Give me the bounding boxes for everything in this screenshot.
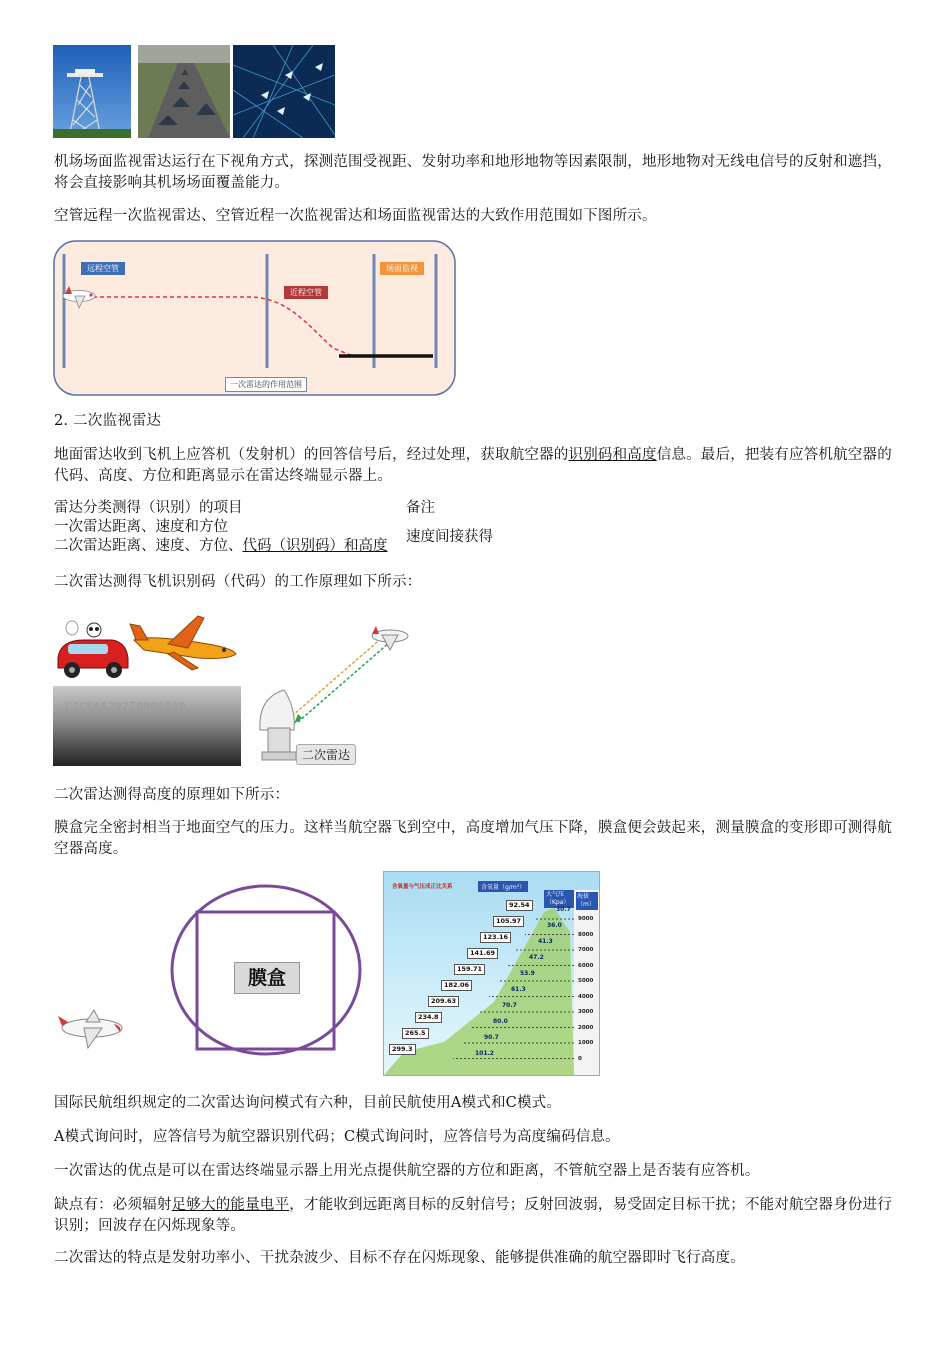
interrogation-diagram [254,618,414,768]
oxygen-value: 123.16 [480,932,511,943]
small-airplane-image [58,1006,124,1052]
cartoon-plane-image [128,612,240,672]
altitude-value: 2000 [578,1024,594,1031]
radar-range-diagram [53,240,456,396]
underlined-energy-level: 足够大的能量电平 [171,1197,290,1213]
capsule-diagram [170,884,364,1056]
altitude-value: 3000 [578,1009,594,1015]
chart-col-oxygen: 含氧量（g/m³） [478,881,528,892]
oxygen-value: 159.71 [454,964,485,975]
label-far-range: 远程空管 [81,262,125,275]
altitude-value: 4000 [578,993,594,1000]
pressure-value: 90.7 [484,1034,499,1041]
paragraph-capsule: 膜盒完全密封相当于地面空气的压力。这样当航空器飞到空中，高度增加气压下降，膜盒便会鼓起来，测量膜盒的变形即可测得航空器高度。 [54,820,892,857]
pressure-value: 53.9 [520,970,535,977]
paragraph-altitude-principle: 二次雷达测得高度的原理如下所示： [54,787,290,803]
paragraph-disadvantages: 缺点有：必须辐射足够大的能量电平，才能收到远距离目标的反射信号；反射回波弱，易受固定目标干扰；不能对航空器身份进行识别；回波存在闪烁现象等。 [54,1197,892,1234]
pressure-value: 41.3 [538,938,553,945]
pressure-value: 80.0 [493,1018,508,1025]
altitude-value: 8000 [578,931,594,938]
underlined-id-altitude: 识别码和高度 [568,447,657,463]
oxygen-value: 92.54 [506,900,533,911]
paragraph-secondary-features: 二次雷达的特点是发射功率小、干扰杂波少、目标不存在闪烁现象、能够提供准确的航空器即时飞行高度。 [54,1250,745,1266]
chart-col-pressure: 大气压（Kpa） [544,890,574,908]
oxygen-pressure-chart [383,871,600,1076]
oxygen-value: 105.97 [493,916,524,927]
altitude-value: 9000 [578,916,594,922]
pressure-value: 47.2 [529,954,544,961]
table-row-secondary: 二次雷达距离、速度、方位、代码（识别码）和高度 [54,538,388,554]
oxygen-value: 182.06 [441,980,472,991]
label-surface-range: 场面监视 [380,262,424,275]
radar-tower-photo [53,45,131,138]
altitude-value: 0 [578,1055,582,1062]
table-row-primary: 一次雷达距离、速度和方位 [54,519,228,535]
pressure-value: 70.7 [502,1002,517,1009]
pressure-value: 101.2 [475,1050,494,1057]
oxygen-value: 141.69 [467,948,498,959]
paragraph-surface-radar: 机场场面监视雷达运行在下视角方式，探测范围受视距、发射功率和地形地物等因素限制，地形地物对无线电信号的反射和遮挡，将会直接影响其机场场面覆盖能力。 [54,154,892,191]
label-near-range: 近程空管 [284,286,328,299]
pressure-value: 36.0 [547,922,562,929]
cartoon-car-image [54,618,130,680]
paragraph-code-principle: 二次雷达测得飞机识别码（代码）的工作原理如下所示： [54,574,422,590]
paragraph-primary-advantage: 一次雷达的优点是可以在雷达终端显示器上用光点提供航空器的方位和距离，不管航空器上是否装有应答机。 [54,1163,760,1179]
table-header-note: 备注 [406,500,435,516]
paragraph-range-intro: 空管远程一次监视雷达、空管近程一次监视雷达和场面监视雷达的大致作用范围如下图所示。 [54,208,657,224]
oxygen-value: 299.3 [389,1044,416,1055]
radar-display-photo [233,45,335,138]
oxygen-value: 234.8 [415,1012,442,1023]
oxygen-value: 265.5 [402,1028,429,1039]
paragraph-secondary-radar: 地面雷达收到飞机上应答机（发射机）的回答信号后，经过处理，获取航空器的识别码和高度信息。最后，把装有应答机航空器的代码、高度、方位和距离显示在雷达终端显示器上。 [54,447,892,484]
pressure-value: 61.3 [511,986,526,993]
oxygen-value: 209.63 [428,996,459,1007]
vin-plate-image [53,686,241,766]
chart-col-altitude: 海拔（m） [576,892,598,910]
altitude-value: 1000 [578,1040,594,1046]
altitude-value: 6000 [578,962,594,969]
capsule-label: 膜盒 [234,962,300,994]
pressure-value: 30.7 [556,906,571,913]
vin-plate-text: LJCEAA29270006850 [65,700,187,713]
section-heading: 2. 二次监视雷达 [54,413,162,429]
altitude-value: 7000 [578,947,594,953]
paragraph-icao-modes: 国际民航组织规定的二次雷达询问模式有六种，目前民航使用A模式和C模式。 [54,1095,562,1111]
runway-aircraft-photo [138,45,230,138]
table-header-item: 雷达分类测得（识别）的项目 [54,500,243,516]
table-note-speed: 速度间接获得 [406,529,493,545]
paragraph-mode-a-c: A模式询问时，应答信号为航空器识别代码；C模式询问时，应答信号为高度编码信息。 [54,1129,620,1145]
chart-title: 含氧量与气压成正比关系 [392,884,453,890]
diagram-caption: 一次雷达的作用范围 [225,377,307,392]
altitude-value: 5000 [578,978,594,984]
secondary-radar-label: 二次雷达 [296,744,356,765]
